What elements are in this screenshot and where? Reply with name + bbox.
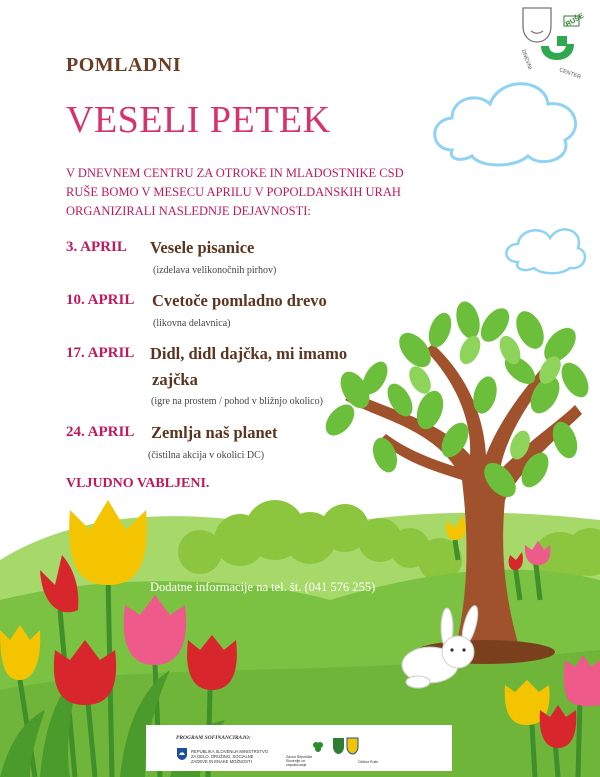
slovenia-coat-of-arms-icon [176,747,188,761]
municipality-crest-icon [332,737,360,755]
svg-text:DNEVNI: DNEVNI [519,48,533,71]
ministry-name: REPUBLIKA SLOVENIJA MINISTRSTVO ZA DELO, DRUŽINO, SOCIALNE ZADEVE IN ENAKE MOŽNOSTI [191,749,269,764]
event-title-1: Vesele pisanice [150,238,255,257]
subtitle: POMLADNI [66,54,182,76]
dnevni-center-logo [519,6,589,81]
event-desc-2: (likovna delavnica) [153,318,231,329]
event-title-2: Cvetoče pomladno drevo [152,291,327,310]
event-desc-4: (čistilna akcija v okolici DC) [148,450,265,461]
svg-text:CENTER: CENTER [558,67,582,81]
event-title-4: Zemlja naš planet [151,423,278,442]
small-cloud-icon [506,229,585,273]
footer-heading: PROGRAM SOFINANCIRAJO: [176,735,251,741]
sponsors-footer [146,725,452,771]
closing-text: VLJUDNO VABLJENI. [66,476,210,491]
svg-text:RUŠE: RUŠE [564,12,586,29]
event-date-2: 10. APRIL [66,292,135,308]
clover-icon [311,740,325,754]
contact-info: Dodatne informacije na tel. št. (041 576 255) [150,580,376,594]
event-date-4: 24. APRIL [66,424,135,440]
page-title: VESELI PETEK [66,99,331,141]
event-date-1: 3. APRIL [66,239,127,255]
event-title-3-line2: zajčka [152,370,198,389]
event-title-3: Didl, didl dajčka, mi imamo [150,344,348,363]
event-desc-3: (igre na prostem / pohod v bližnjo okolico) [151,396,323,407]
partner-name: Zavod Republike Slovenije za zaposlovanje [286,755,313,767]
cloud-icon [435,84,576,165]
intro-text: V DNEVNEM CENTRU ZA OTROKE IN MLADOSTNIKE CSD RUŠE BOMO V MESECU APRILU V POPOLDANSKIH URAH ORGANIZIRALI NASLEDNJE DEJAVNOSTI: [66,166,404,218]
event-desc-1: (izdelava velikonočnih pirhov) [153,265,277,276]
event-date-3: 17. APRIL [66,345,135,361]
municipality-name: Občina Ruše [358,760,379,764]
